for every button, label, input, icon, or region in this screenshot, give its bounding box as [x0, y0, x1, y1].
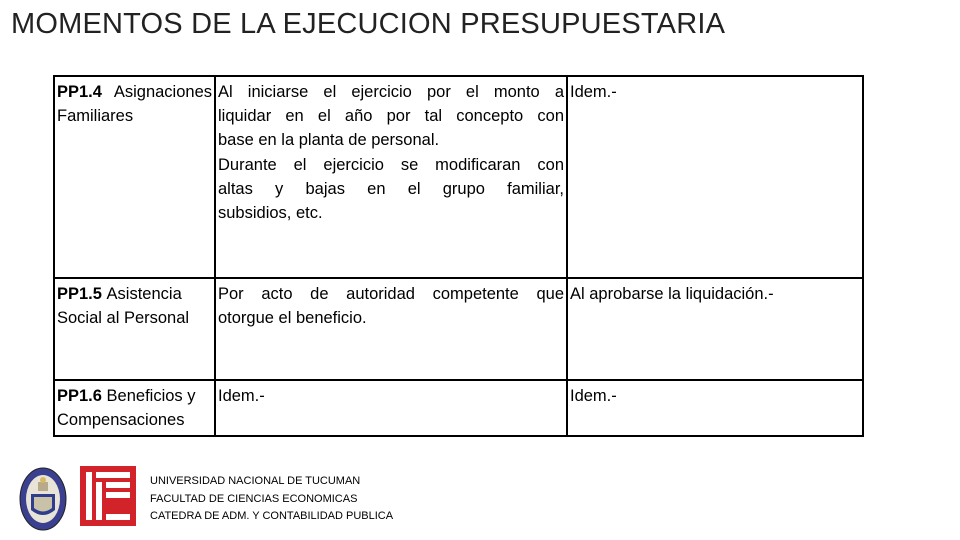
moment-line: Durante el ejercicio se modificaran con: [218, 155, 564, 174]
faculty-name: FACULTAD DE CIENCIAS ECONOMICAS: [150, 492, 358, 505]
department-name: CATEDRA DE ADM. Y CONTABILIDAD PUBLICA: [150, 510, 394, 522]
moment-line: Idem.-: [218, 387, 265, 405]
table-row: [54, 76, 863, 278]
concept-code: PP1.6: [57, 387, 102, 405]
concept-line: [57, 282, 212, 306]
moment-line: Al iniciarse el ejercicio por el monto a: [218, 83, 564, 101]
concept-name: Social al Personal: [57, 309, 190, 328]
concept-name: Familiares: [57, 107, 134, 126]
third-cell: Idem.-: [567, 380, 863, 436]
concept-name: Beneficios y: [106, 387, 196, 405]
moment-line: altas y bajas en el grupo familiar,: [218, 179, 564, 198]
budget-moments-table: [53, 75, 864, 437]
third-cell: Idem.-: [567, 76, 863, 278]
moment-line: otorgue el beneficio.: [218, 309, 367, 328]
footer-institution-text: [150, 473, 393, 526]
concept-line: [57, 80, 212, 104]
concept-cell: [54, 380, 215, 436]
concept-code: PP1.5: [57, 285, 102, 303]
table-row: [54, 380, 863, 436]
moment-cell: [215, 278, 567, 380]
university-seal-icon: [18, 466, 68, 532]
moment-cell: [215, 380, 567, 436]
moment-line: liquidar en el año por tal concepto con: [218, 107, 564, 126]
university-name: UNIVERSIDAD NACIONAL DE TUCUMAN: [150, 475, 361, 487]
moment-cell: [215, 76, 567, 278]
moment-line: Por acto de autoridad competente que: [218, 285, 564, 303]
moment-line: subsidios, etc.: [218, 204, 323, 223]
concept-cell: [54, 278, 215, 380]
third-cell: Al aprobarse la liquidación.-: [567, 278, 863, 380]
faculty-logo-icon: [80, 466, 136, 526]
concept-name: Asignaciones: [113, 83, 212, 101]
table-row: [54, 278, 863, 380]
concept-line: [57, 384, 212, 408]
moment-line: base en la planta de personal.: [218, 131, 440, 150]
concept-code: PP1.4: [57, 83, 102, 101]
page-title: MOMENTOS DE LA EJECUCION PRESUPUESTARIA: [11, 8, 726, 40]
concept-name: Asistencia: [106, 285, 182, 303]
concept-cell: [54, 76, 215, 278]
concept-name: Compensaciones: [57, 411, 185, 430]
